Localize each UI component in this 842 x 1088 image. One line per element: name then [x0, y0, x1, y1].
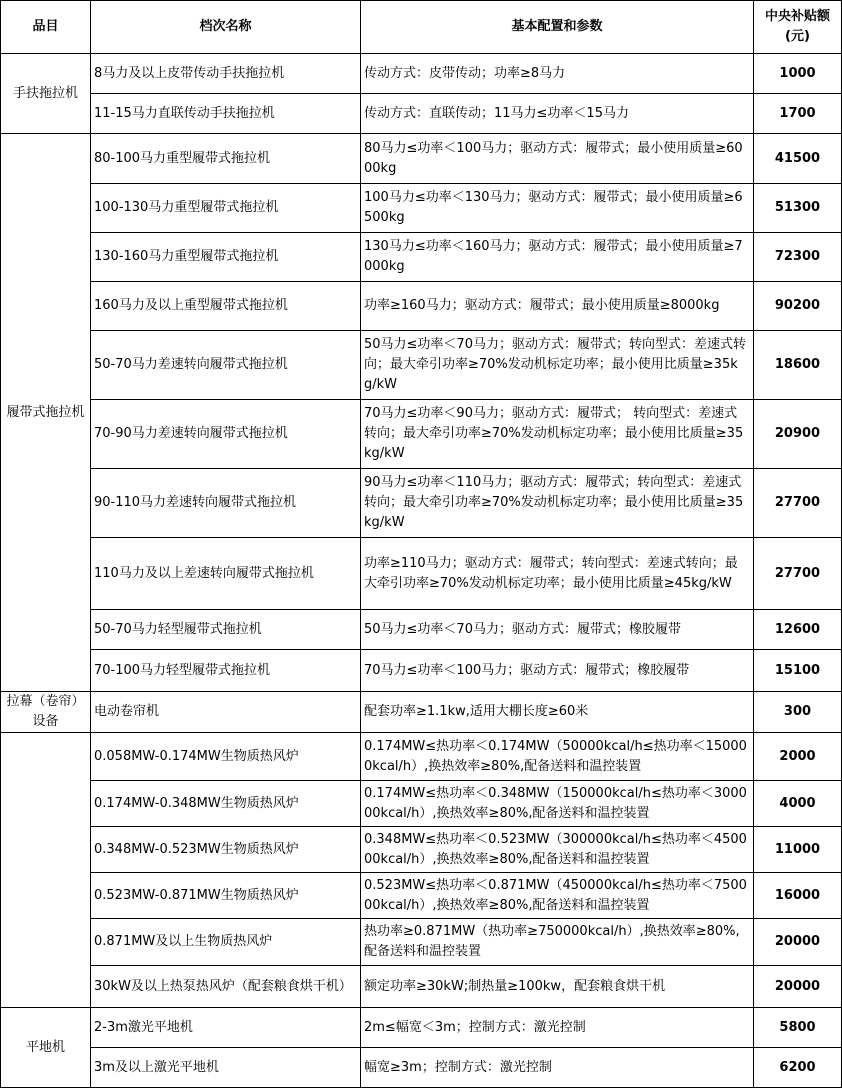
spec-cell: 热功率≥0.871MW（热功率≥750000kcal/h）,换热效率≥80%,配备送料和温控装置 [361, 919, 754, 966]
spec-cell: 幅宽≥3m；控制方式：激光控制 [361, 1048, 754, 1088]
table-row [1, 733, 842, 781]
subsidy-cell: 20900 [754, 400, 842, 469]
grade-name-cell: 90-110马力差速转向履带式拖拉机 [91, 469, 361, 538]
spec-cell: 70马力≤功率＜90马力；驱动方式：履带式； 转向型式：差速式转向；最大牵引功率≥70%发动机标定功率；最小使用比质量≥35kg/kW [361, 400, 754, 469]
subsidy-cell: 1700 [754, 94, 842, 134]
spec-cell: 功率≥110马力；驱动方式：履带式；转向型式：差速式转向；最大牵引功率≥70%发动机标定功率；最小使用比质量≥45kg/kW [361, 538, 754, 610]
grade-name-cell: 160马力及以上重型履带式拖拉机 [91, 282, 361, 331]
table-row [1, 331, 842, 400]
spec-cell: 70马力≤功率＜100马力；驱动方式：履带式；橡胶履带 [361, 650, 754, 692]
table-row [1, 781, 842, 827]
spec-cell: 50马力≤功率＜70马力；驱动方式：履带式；橡胶履带 [361, 610, 754, 650]
category-cell [1, 733, 91, 1008]
table-row [1, 184, 842, 233]
spec-cell: 130马力≤功率＜160马力；驱动方式：履带式；最小使用质量≥7000kg [361, 233, 754, 282]
table-row [1, 827, 842, 873]
subsidy-cell: 27700 [754, 469, 842, 538]
spec-cell: 90马力≤功率＜110马力；驱动方式：履带式；转向型式：差速式转向；最大牵引功率≥70%发动机标定功率；最小使用比质量≥35kg/kW [361, 469, 754, 538]
category-cell: 手扶拖拉机 [1, 54, 91, 134]
spec-cell: 传动方式：直联传动；11马力≤功率＜15马力 [361, 94, 754, 134]
spec-cell: 功率≥160马力；驱动方式：履带式；最小使用质量≥8000kg [361, 282, 754, 331]
table-row [1, 966, 842, 1008]
spec-cell: 80马力≤功率＜100马力；驱动方式：履带式；最小使用质量≥6000kg [361, 134, 754, 184]
subsidy-cell: 300 [754, 692, 842, 733]
subsidy-cell: 51300 [754, 184, 842, 233]
subsidy-cell: 27700 [754, 538, 842, 610]
table-row [1, 873, 842, 919]
spec-cell: 0.348MW≤热功率＜0.523MW（300000kcal/h≤热功率＜450000kcal/h）,换热效率≥80%,配备送料和温控装置 [361, 827, 754, 873]
subsidy-cell: 20000 [754, 919, 842, 966]
grade-name-cell: 100-130马力重型履带式拖拉机 [91, 184, 361, 233]
grade-name-cell: 0.058MW-0.174MW生物质热风炉 [91, 733, 361, 781]
subsidy-cell: 1000 [754, 54, 842, 94]
grade-name-cell: 0.348MW-0.523MW生物质热风炉 [91, 827, 361, 873]
table-row [1, 919, 842, 966]
grade-name-cell: 0.174MW-0.348MW生物质热风炉 [91, 781, 361, 827]
header-subsidy: 中央补贴额(元) [754, 1, 842, 54]
grade-name-cell: 70-100马力轻型履带式拖拉机 [91, 650, 361, 692]
grade-name-cell: 0.871MW及以上生物质热风炉 [91, 919, 361, 966]
spec-cell: 100马力≤功率＜130马力；驱动方式：履带式；最小使用质量≥6500kg [361, 184, 754, 233]
subsidy-cell: 2000 [754, 733, 842, 781]
grade-name-cell: 80-100马力重型履带式拖拉机 [91, 134, 361, 184]
subsidy-cell: 4000 [754, 781, 842, 827]
spec-cell: 0.523MW≤热功率＜0.871MW（450000kcal/h≤热功率＜750000kcal/h）,换热效率≥80%,配备送料和温控装置 [361, 873, 754, 919]
table-row [1, 610, 842, 650]
grade-name-cell: 0.523MW-0.871MW生物质热风炉 [91, 873, 361, 919]
table-row [1, 538, 842, 610]
category-cell: 履带式拖拉机 [1, 134, 91, 692]
table-row [1, 469, 842, 538]
subsidy-cell: 15100 [754, 650, 842, 692]
header-grade-name: 档次名称 [91, 1, 361, 54]
grade-name-cell: 11-15马力直联传动手扶拖拉机 [91, 94, 361, 134]
subsidy-cell: 11000 [754, 827, 842, 873]
grade-name-cell: 50-70马力轻型履带式拖拉机 [91, 610, 361, 650]
subsidy-cell: 18600 [754, 331, 842, 400]
header-row [1, 1, 842, 54]
subsidy-cell: 5800 [754, 1008, 842, 1048]
category-cell: 拉幕（卷帘）设备 [1, 692, 91, 733]
grade-name-cell: 110马力及以上差速转向履带式拖拉机 [91, 538, 361, 610]
grade-name-cell: 50-70马力差速转向履带式拖拉机 [91, 331, 361, 400]
spec-cell: 配套功率≥1.1kw,适用大棚长度≥60米 [361, 692, 754, 733]
subsidy-cell: 20000 [754, 966, 842, 1008]
grade-name-cell: 电动卷帘机 [91, 692, 361, 733]
subsidy-cell: 6200 [754, 1048, 842, 1088]
subsidy-cell: 41500 [754, 134, 842, 184]
table-row [1, 233, 842, 282]
subsidy-cell: 90200 [754, 282, 842, 331]
spec-cell: 额定功率≥30kW;制热量≥100kw，配套粮食烘干机 [361, 966, 754, 1008]
spec-cell: 50马力≤功率＜70马力；驱动方式：履带式；转向型式：差速式转向；最大牵引功率≥70%发动机标定功率；最小使用比质量≥35kg/kW [361, 331, 754, 400]
grade-name-cell: 3m及以上激光平地机 [91, 1048, 361, 1088]
header-category: 品目 [1, 1, 91, 54]
grade-name-cell: 30kW及以上热泵热风炉（配套粮食烘干机） [91, 966, 361, 1008]
table-row [1, 282, 842, 331]
table-row [1, 134, 842, 184]
table-row [1, 692, 842, 733]
table-row [1, 54, 842, 94]
spec-cell: 0.174MW≤热功率＜0.174MW（50000kcal/h≤热功率＜150000kcal/h）,换热效率≥80%,配备送料和温控装置 [361, 733, 754, 781]
grade-name-cell: 130-160马力重型履带式拖拉机 [91, 233, 361, 282]
header-spec: 基本配置和参数 [361, 1, 754, 54]
spec-cell: 0.174MW≤热功率＜0.348MW（150000kcal/h≤热功率＜300000kcal/h）,换热效率≥80%,配备送料和温控装置 [361, 781, 754, 827]
subsidy-cell: 12600 [754, 610, 842, 650]
table-row [1, 650, 842, 692]
table-row [1, 400, 842, 469]
spec-cell: 2m≤幅宽＜3m；控制方式：激光控制 [361, 1008, 754, 1048]
table-row [1, 94, 842, 134]
spec-cell: 传动方式：皮带传动；功率≥8马力 [361, 54, 754, 94]
table-row [1, 1008, 842, 1048]
table-row [1, 1048, 842, 1088]
grade-name-cell: 70-90马力差速转向履带式拖拉机 [91, 400, 361, 469]
subsidy-cell: 72300 [754, 233, 842, 282]
grade-name-cell: 8马力及以上皮带传动手扶拖拉机 [91, 54, 361, 94]
subsidy-cell: 16000 [754, 873, 842, 919]
grade-name-cell: 2-3m激光平地机 [91, 1008, 361, 1048]
category-cell: 平地机 [1, 1008, 91, 1088]
